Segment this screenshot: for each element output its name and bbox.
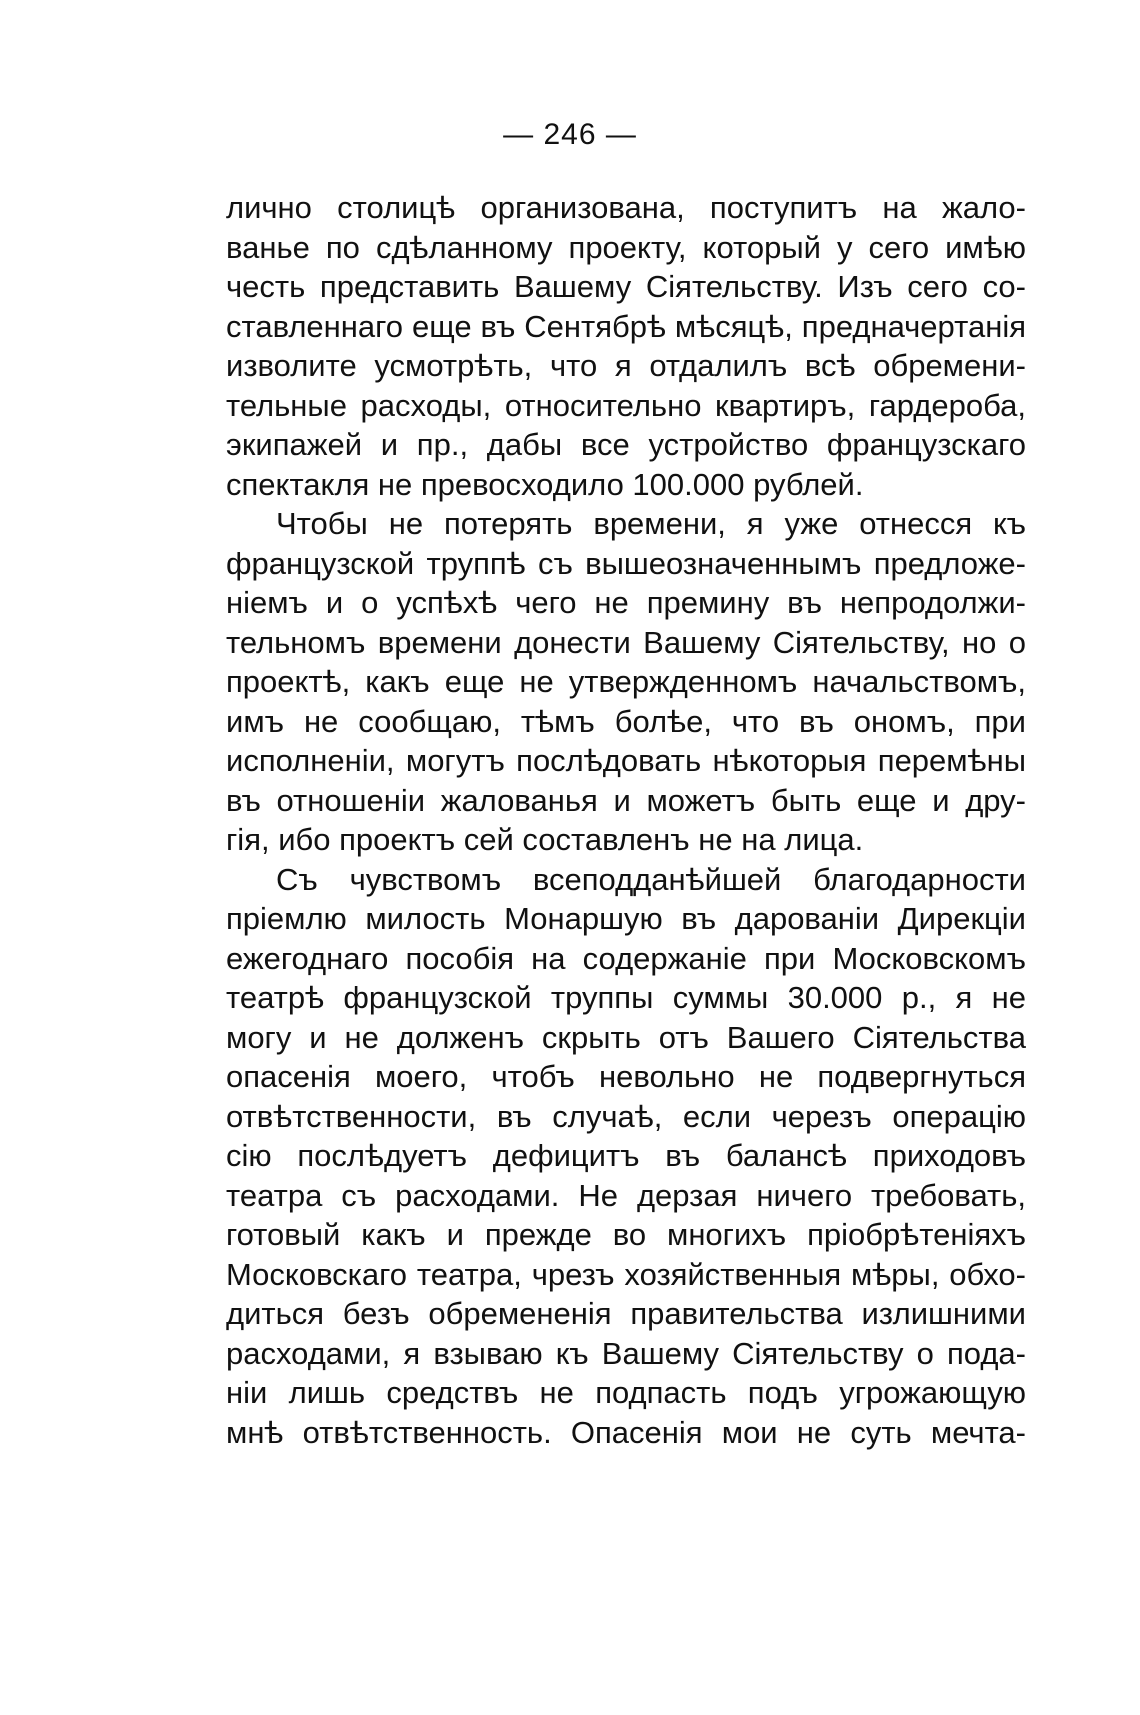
text-line: ставленнаго еще въ Сентябрѣ мѣсяцѣ, предначертанія	[226, 308, 1026, 344]
text-line: имъ не сообщаю, тѣмъ болѣе, что въ ономъ, при	[226, 703, 1026, 739]
text-line: спектакля не превосходило 100.000 рублей.	[226, 466, 864, 502]
text-line: проектѣ, какъ еще не утвержденномъ начальствомъ,	[226, 664, 1026, 699]
text-line: мнѣ отвѣтственность. Опасенія мои не суть мечта-	[226, 1414, 1026, 1450]
text-line: ежегоднаго пособія на содержаніе при Московскомъ	[226, 940, 1026, 976]
paragraph	[226, 860, 1026, 1453]
text-line: въ отношеніи жалованья и можетъ быть еще и дру-	[226, 782, 1026, 818]
text-line: Чтобы не потерять времени, я уже отнесся къ	[276, 506, 1026, 541]
text-line: пріемлю милость Монаршую въ дарованіи Дирекціи	[226, 901, 1026, 936]
text-line: исполненіи, могутъ послѣдовать нѣкоторыя перемѣны	[226, 743, 1026, 778]
text-line: ванье по сдѣланному проекту, который у сего имѣю	[226, 229, 1026, 265]
text-line: экипажей и пр., дабы все устройство французскаго	[226, 427, 1026, 462]
text-line: сію послѣдуетъ дефицитъ въ балансѣ приходовъ	[226, 1138, 1026, 1173]
paragraph	[226, 188, 1026, 504]
text-line: ніи лишь средствъ не подпасть подъ угрожающую	[226, 1375, 1026, 1410]
text-line: ніемъ и о успѣхѣ чего не премину въ непродолжи-	[226, 585, 1026, 620]
body-text	[226, 188, 1026, 1452]
paragraph	[226, 504, 1026, 860]
text-line: Съ чувствомъ всеподданѣйшей благодарности	[276, 861, 1026, 897]
text-line: диться безъ обремененія правительства излишними	[226, 1296, 1026, 1331]
text-line: изволите усмотрѣть, что я отдалилъ всѣ обремени-	[226, 348, 1026, 383]
text-line: готовый какъ и прежде во многихъ пріобрѣтеніяхъ	[226, 1217, 1026, 1252]
text-line: театра съ расходами. Не дерзая ничего требовать,	[226, 1177, 1026, 1213]
text-line: опасенія моего, чтобъ невольно не подвергнуться	[226, 1059, 1026, 1094]
text-line: лично столицѣ организована, поступитъ на жало-	[226, 190, 1026, 225]
text-line: Московскаго театра, чрезъ хозяйственныя мѣры, обхо-	[226, 1256, 1026, 1292]
text-line: гія, ибо проектъ сей составленъ не на лица.	[226, 822, 864, 857]
text-line: расходами, я взываю къ Вашему Сіятельству о пода-	[226, 1335, 1026, 1371]
text-line: французской труппѣ съ вышеозначеннымъ предложе-	[226, 545, 1026, 581]
text-line: тельномъ времени донести Вашему Сіятельству, но о	[226, 624, 1026, 660]
text-line: могу и не долженъ скрыть отъ Вашего Сіятельства	[226, 1019, 1026, 1055]
text-line: театрѣ французской труппы суммы 30.000 р., я не	[226, 980, 1026, 1015]
text-line: отвѣтственности, въ случаѣ, если черезъ операцію	[226, 1098, 1026, 1134]
text-line: честь представить Вашему Сіятельству. Изъ сего со-	[226, 269, 1026, 304]
text-line: тельные расходы, относительно квартиръ, гардероба,	[226, 387, 1026, 423]
page-number: — 246 —	[503, 118, 637, 151]
